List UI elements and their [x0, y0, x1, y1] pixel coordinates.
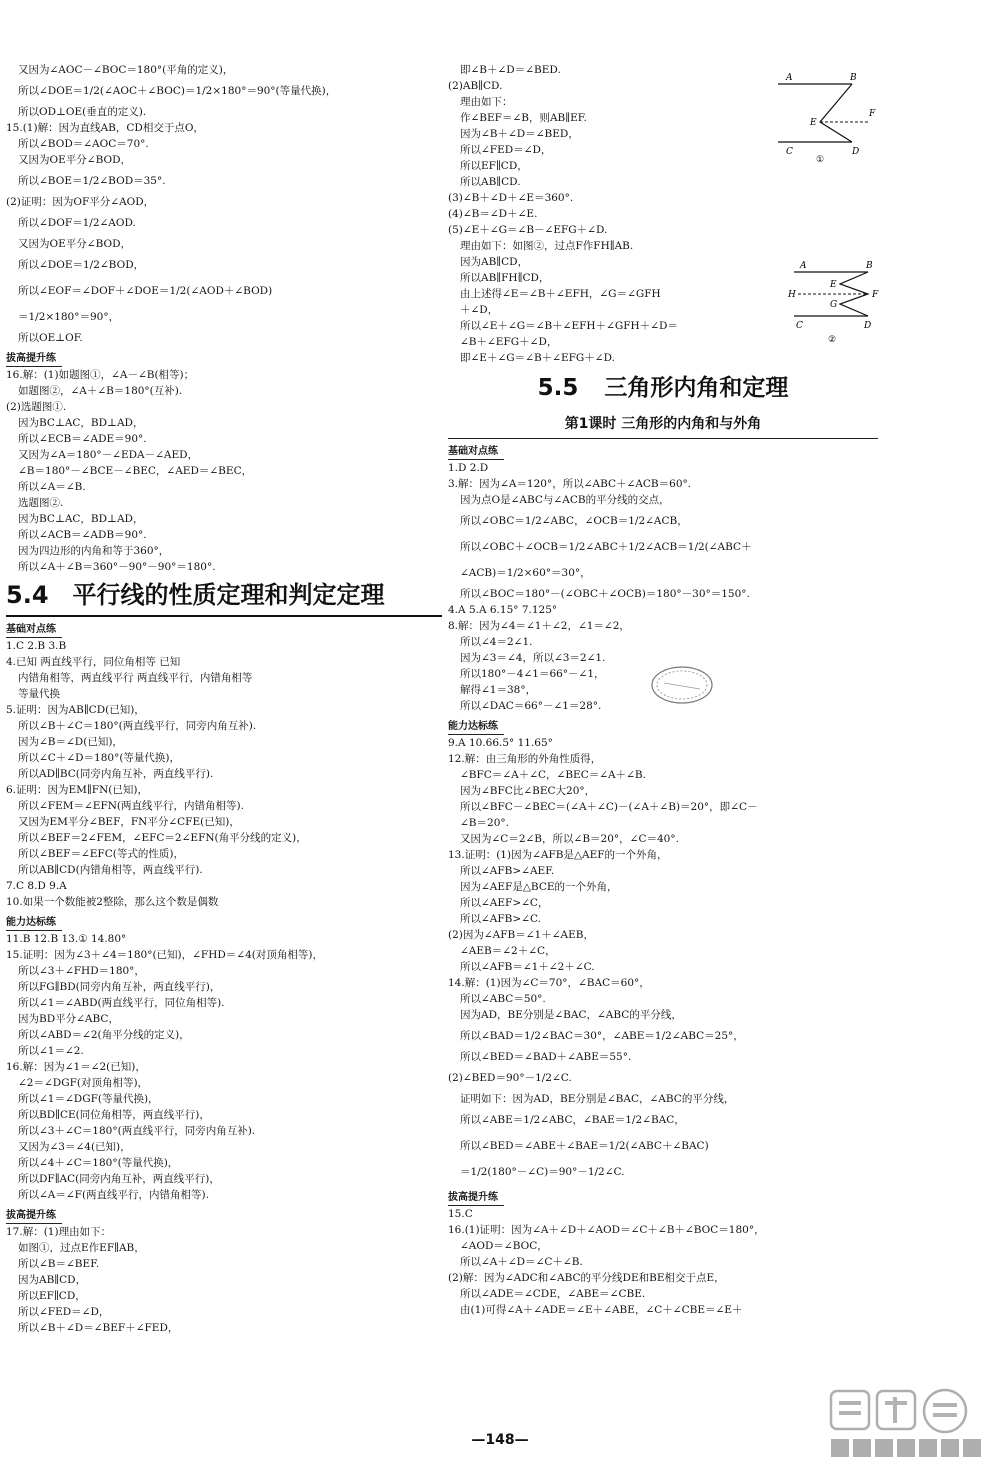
answer-line: ∠B＋∠EFG＋∠D，	[460, 336, 558, 348]
answer-line: 13.证明：(1)因为∠AFB是△AEF的一个外角，	[448, 849, 668, 861]
answer-line: 所以∠BOD＝∠AOC＝70°.	[18, 138, 149, 150]
fig1-label-a: A	[786, 73, 793, 83]
answer-line: (2)证明：因为OF平分∠AOD，	[6, 196, 155, 208]
section-number: 5.4	[6, 581, 49, 609]
answer-line: 所以DF∥AC(同旁内角互补，两直线平行)，	[18, 1173, 220, 1185]
answer-line: 所以∠E＋∠G＝∠B＋∠EFH＋∠GFH＋∠D＝	[460, 320, 678, 332]
answer-line: 由(1)可得∠A＋∠ADE＝∠E＋∠ABE，∠C＋∠CBE＝∠E＋	[460, 1304, 743, 1316]
answer-line: 所以OD⊥OE(垂直的定义).	[18, 106, 147, 118]
answer-line: ∠AOD＝∠BOC，	[460, 1240, 548, 1252]
figure-1	[770, 70, 880, 170]
answer-line: 8.解：因为∠4＝∠1＋∠2，∠1＝∠2，	[448, 620, 630, 632]
answer-line: 16.解：因为∠1＝∠2(已知)，	[6, 1061, 146, 1073]
answer-line: 所以∠1＝∠2.	[18, 1045, 84, 1057]
answer-line: 又因为EM平分∠BEF，FN平分∠CFE(已知)，	[18, 816, 240, 828]
answer-line: 所以∠BAD＝1/2∠BAC＝30°，∠ABE＝1/2∠ABC＝25°，	[460, 1030, 744, 1042]
answer-line: (2)选题图①.	[6, 401, 67, 413]
section-title: 平行线的性质定理和判定定理	[72, 581, 385, 609]
answer-line: 因为AD，BE分别是∠BAC，∠ABC的平分线，	[460, 1009, 682, 1021]
section-heading	[448, 366, 878, 410]
figure-2	[786, 256, 886, 348]
answer-line: 所以EF∥CD，	[460, 160, 528, 172]
answer-line: 12.解：由三角形的外角性质得，	[448, 753, 602, 765]
answer-line: 所以180°－4∠1＝66°－∠1，	[460, 668, 605, 680]
answer-line: 1.C 2.B 3.B	[6, 640, 67, 652]
answer-line: 所以∠A＋∠D＝∠C＋∠B.	[460, 1256, 583, 1268]
answer-line: 因为点O是∠ABC与∠ACB的平分线的交点，	[460, 494, 670, 506]
answer-line: ∠ACB)＝1/2×60°＝30°，	[460, 567, 591, 579]
answer-line: (2)∠BED＝90°－1/2∠C.	[448, 1072, 572, 1084]
answer-line: 所以∠ABC＝50°.	[460, 993, 546, 1005]
section-heading	[6, 575, 442, 617]
answer-line: 所以∠AFB>∠C.	[460, 913, 541, 925]
answer-line: 由上述得∠E＝∠B＋∠EFH，∠G＝∠GFH	[460, 288, 661, 300]
practice-label: 拔高提升练	[6, 1209, 62, 1224]
answer-line: (3)∠B＋∠D＋∠E＝360°.	[448, 192, 574, 204]
fig2-label-e: E	[830, 280, 837, 290]
answer-line: 等量代换	[18, 688, 60, 700]
answer-line: 所以∠1＝∠DGF(等量代换)，	[18, 1093, 159, 1105]
page-number: —148—	[471, 1432, 529, 1448]
answer-line: 所以∠DAC＝66°－∠1＝28°.	[460, 700, 602, 712]
answer-line: 所以OE⊥OF.	[18, 332, 83, 344]
practice-label-row	[448, 714, 878, 735]
fig1-label-f: F	[869, 109, 876, 119]
answer-line: 所以∠AFB>∠AEF.	[460, 865, 555, 877]
answer-line: 所以AD∥BC(同旁内角互补，两直线平行).	[18, 768, 214, 780]
answer-line: 所以∠BED＝∠ABE＋∠BAE＝1/2(∠ABC＋∠BAC)	[460, 1140, 709, 1152]
answer-line: 所以∠ABE＝1/2∠ABC，∠BAE＝1/2∠BAC，	[460, 1114, 685, 1126]
answer-line: 因为∠B＝∠D(已知)，	[18, 736, 123, 748]
practice-label: 基础对点练	[6, 623, 62, 638]
practice-label: 拔高提升练	[448, 1191, 504, 1206]
practice-label-row	[6, 617, 442, 638]
answer-line: (2)解：因为∠ADC和∠ABC的平分线DE和BE相交于点E，	[448, 1272, 725, 1284]
answer-line: 选题图②.	[18, 497, 64, 509]
practice-label-row	[6, 1203, 442, 1224]
answer-line: 所以∠AEF>∠C，	[460, 897, 549, 909]
answer-line: ＋∠D，	[460, 304, 499, 316]
answer-line: ＝1/2×180°＝90°，	[18, 311, 120, 323]
answer-line: 4.A 5.A 6.15° 7.125°	[448, 604, 558, 616]
answer-line: 因为BD平分∠ABC，	[18, 1013, 119, 1025]
answer-line: 作∠BEF＝∠B，则AB∥EF.	[460, 112, 587, 124]
answer-line: 所以∠OBC＋∠OCB＝1/2∠ABC＋1/2∠ACB＝1/2(∠ABC＋	[460, 541, 752, 553]
answer-line: 所以∠C＋∠D＝180°(等量代换)，	[18, 752, 181, 764]
answer-line: 又因为∠C＝2∠B，所以∠B＝20°，∠C＝40°.	[460, 833, 679, 845]
answer-line: 所以∠3＋∠FHD＝180°，	[18, 965, 145, 977]
answer-line: 解得∠1＝38°，	[460, 684, 537, 696]
section-number: 5.5	[537, 375, 579, 401]
school-stamp	[650, 663, 714, 707]
practice-label-row	[448, 439, 878, 460]
answer-line: 所以∠FED＝∠D，	[18, 1306, 110, 1318]
answer-line: 因为∠BFC比∠BEC大20°，	[460, 785, 596, 797]
practice-label: 能力达标练	[448, 720, 504, 735]
answer-line: 9.A 10.66.5° 11.65°	[448, 737, 553, 749]
answer-line: 内错角相等，两直线平行 两直线平行，内错角相等	[18, 672, 253, 684]
answer-line: 又因为∠A＝180°－∠EDA－∠AED，	[18, 449, 199, 461]
fig2-label-c: C	[796, 321, 803, 331]
answer-line: 16.解：(1)如题图①，∠A－∠B(相等)；	[6, 369, 195, 381]
answer-line: (2)因为∠AFB＝∠1＋∠AEB，	[448, 929, 594, 941]
answer-line: ∠B＝180°－∠BCE－∠BEC，∠AED＝∠BEC，	[18, 465, 253, 477]
answer-line: 所以∠BOC＝180°－(∠OBC＋∠OCB)＝180°－30°＝150°.	[460, 588, 750, 600]
answer-line: 11.B 12.B 13.① 14.80°	[6, 933, 127, 945]
answer-line: 所以∠A＝∠B.	[18, 481, 86, 493]
answer-line: 因为∠B＋∠D＝∠BED，	[460, 128, 579, 140]
answer-line: 证明如下：因为AD，BE分别是∠BAC，∠ABC的平分线，	[460, 1093, 735, 1105]
answer-line: 因为BC⊥AC，BD⊥AD，	[18, 417, 144, 429]
fig2-label-d: D	[864, 321, 872, 331]
fig2-label-a: A	[800, 261, 807, 271]
answer-line: 所以∠ECB＝∠ADE＝90°.	[18, 433, 147, 445]
answer-line: 15.证明：因为∠3＋∠4＝180°(已知)，∠FHD＝∠4(对顶角相等)，	[6, 949, 323, 961]
fig2-label-f: F	[872, 290, 879, 300]
answer-line: 因为四边形的内角和等于360°，	[18, 545, 170, 557]
answer-line: (2)AB∥CD.	[448, 80, 503, 92]
answer-line: 所以∠ACB＝∠ADB＝90°.	[18, 529, 147, 541]
answer-line: 因为AB∥CD，	[460, 256, 529, 268]
lesson-heading: 第1课时 三角形的内角和与外角	[448, 410, 878, 439]
answer-line: ∠BFC＝∠A＋∠C，∠BEC＝∠A＋∠B.	[460, 769, 646, 781]
fig1-label-c: C	[786, 147, 793, 157]
answer-line: 所以∠A＋∠B＝360°－90°－90°＝180°.	[18, 561, 216, 573]
answer-line: 所以∠3＋∠C＝180°(两直线平行，同旁内角互补).	[18, 1125, 256, 1137]
answer-line: 所以∠B＝∠BEF.	[18, 1258, 100, 1270]
practice-label-row	[6, 910, 442, 931]
answer-line: (4)∠B＝∠D＋∠E.	[448, 208, 538, 220]
answer-line: 又因为∠3＝∠4(已知)，	[18, 1141, 131, 1153]
practice-label: 能力达标练	[6, 916, 62, 931]
answer-line: 所以∠BEF＝2∠FEM，∠EFC＝2∠EFN(角平分线的定义)，	[18, 832, 307, 844]
answer-line: 所以∠FEM＝∠EFN(两直线平行，内错角相等).	[18, 800, 244, 812]
answer-line: ＝1/2(180°－∠C)＝90°－1/2∠C.	[460, 1166, 625, 1178]
answer-line: 所以∠A＝∠F(两直线平行，内错角相等).	[18, 1189, 209, 1201]
fig1-label-e: E	[810, 118, 817, 128]
answer-line: 14.解：(1)因为∠C＝70°，∠BAC＝60°，	[448, 977, 650, 989]
answer-line: 5.证明：因为AB∥CD(已知)，	[6, 704, 145, 716]
answer-line: 所以∠B＋∠D＝∠BEF＋∠FED，	[18, 1322, 179, 1334]
answer-line: 所以∠FED＝∠D，	[460, 144, 552, 156]
answer-line: 所以∠DOE＝1/2(∠AOC＋∠BOC)＝1/2×180°＝90°(等量代换)，	[18, 85, 337, 97]
answer-line: 10.如果一个数能被2整除，那么这个数是偶数	[6, 896, 219, 908]
answer-line: 即∠B＋∠D＝∠BED.	[460, 64, 561, 76]
answer-line: 所以∠OBC＝1/2∠ABC，∠OCB＝1/2∠ACB，	[460, 515, 688, 527]
answer-line: 又因为OE平分∠BOD，	[18, 154, 132, 166]
practice-label: 拔高提升练	[6, 352, 62, 367]
answer-line: 所以∠DOF＝1/2∠AOD.	[18, 217, 136, 229]
answer-line: 所以∠4＋∠C＝180°(等量代换)，	[18, 1157, 179, 1169]
answer-line: 所以∠BFC－∠BEC＝(∠A＋∠C)－(∠A＋∠B)＝20°，即∠C－	[460, 801, 758, 813]
answer-line: 因为∠3＝∠4，所以∠3＝2∠1.	[460, 652, 606, 664]
fig2-label-h: H	[788, 290, 796, 300]
section-title: 三角形内角和定理	[604, 375, 789, 401]
answer-line: 1.D 2.D	[448, 462, 489, 474]
answer-line: 17.解：(1)理由如下：	[6, 1226, 112, 1238]
answer-line: (5)∠E＋∠G＝∠B－∠EFG＋∠D.	[448, 224, 608, 236]
watermark-logo	[825, 1385, 995, 1465]
answer-line: 3.解：因为∠A＝120°，所以∠ABC＋∠ACB＝60°.	[448, 478, 692, 490]
answer-line: 所以∠4＝2∠1.	[460, 636, 533, 648]
answer-line: ∠2＝∠DGF(对顶角相等)，	[18, 1077, 149, 1089]
answer-line: 6.证明：因为EM∥FN(已知)，	[6, 784, 148, 796]
answer-line: 所以FG∥BD(同旁内角互补，两直线平行)，	[18, 981, 221, 993]
answer-line: 所以AB∥CD(内错角相等，两直线平行).	[18, 864, 203, 876]
practice-label-row	[448, 1185, 878, 1206]
fig1-label-b: B	[850, 73, 857, 83]
answer-line: 4.已知 两直线平行，同位角相等 已知	[6, 656, 181, 668]
answer-line: 因为∠AEF是△BCE的一个外角，	[460, 881, 618, 893]
answer-line: 所以∠B＋∠C＝180°(两直线平行，同旁内角互补).	[18, 720, 257, 732]
answer-line: 理由如下：	[460, 96, 513, 108]
answer-line: 15.C	[448, 1208, 473, 1220]
answer-line: 所以AB∥FH∥CD，	[460, 272, 550, 284]
answer-line: 即∠E＋∠G＝∠B＋∠EFG＋∠D.	[460, 352, 615, 364]
answer-line: 所以BD∥CE(同位角相等，两直线平行)，	[18, 1109, 210, 1121]
answer-line: 所以∠DOE＝1/2∠BOD，	[18, 259, 145, 271]
answer-line: 所以∠BED＝∠BAD＋∠ABE＝55°.	[460, 1051, 632, 1063]
practice-label-row	[6, 346, 442, 367]
answer-line: 所以∠BOE＝1/2∠BOD＝35°.	[18, 175, 166, 187]
answer-line: 7.C 8.D 9.A	[6, 880, 67, 892]
fig1-label-d: D	[852, 147, 860, 157]
answer-line: 16.(1)证明：因为∠A＋∠D＋∠AOD＝∠C＋∠B＋∠BOC＝180°，	[448, 1224, 765, 1236]
answer-line: 15.(1)解：因为直线AB，CD相交于点O，	[6, 122, 204, 134]
fig2-label-g: G	[830, 300, 838, 310]
answer-line: 如题图②，∠A＋∠B＝180°(互补).	[18, 385, 183, 397]
answer-line: ∠AEB＝∠2＋∠C，	[460, 945, 556, 957]
answer-line: 又因为∠AOC－∠BOC＝180°(平角的定义)，	[18, 64, 234, 76]
answer-line: 所以∠ADE＝∠CDE，∠ABE＝∠CBE.	[460, 1288, 646, 1300]
answer-line: 因为AB∥CD，	[18, 1274, 87, 1286]
answer-line: 所以∠1＝∠ABD(两直线平行，同位角相等).	[18, 997, 225, 1009]
answer-line: 所以∠ABD＝∠2(角平分线的定义)，	[18, 1029, 190, 1041]
answer-line: 所以∠AFB＝∠1＋∠2＋∠C.	[460, 961, 595, 973]
answer-line: 理由如下：如图②，过点F作FH∥AB.	[460, 240, 634, 252]
answer-line: 所以∠EOF＝∠DOF＋∠DOE＝1/2(∠AOD＋∠BOD)	[18, 285, 273, 297]
answer-line: 所以∠BEF＝∠EFC(等式的性质)，	[18, 848, 184, 860]
answer-line: 如图①，过点E作EF∥AB，	[18, 1242, 145, 1254]
answer-line: 所以AB∥CD.	[460, 176, 521, 188]
answer-line: ∠B＝20°.	[460, 817, 509, 829]
answer-line: 又因为OE平分∠BOD，	[18, 238, 132, 250]
fig1-caption: ①	[816, 155, 825, 165]
fig2-label-b: B	[866, 261, 873, 271]
answer-line: 因为BC⊥AC，BD⊥AD，	[18, 513, 144, 525]
practice-label: 基础对点练	[448, 445, 504, 460]
answer-line: 所以EF∥CD，	[18, 1290, 86, 1302]
fig2-caption: ②	[828, 335, 837, 345]
left-column	[6, 62, 442, 1336]
